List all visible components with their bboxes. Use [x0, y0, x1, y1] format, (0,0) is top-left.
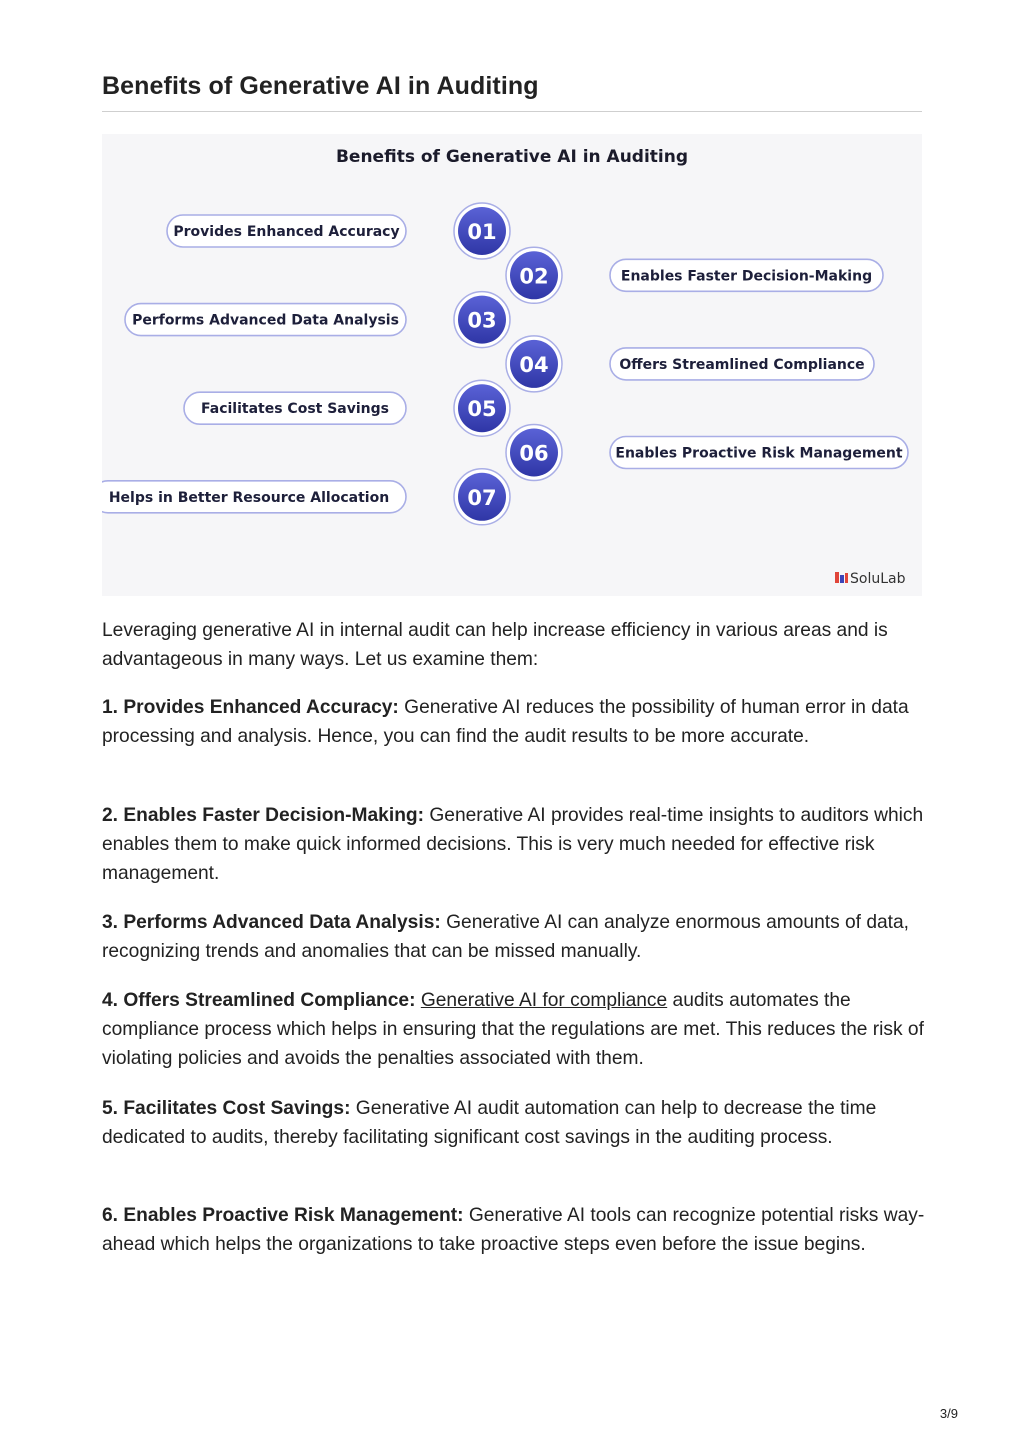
benefit-text: audits automates the compliance process which helps in ensuring that the regulations are met. This reduces the risk of violating policies and avoids the penalties associated with them. [102, 990, 924, 1069]
benefit-step-04 [506, 336, 874, 392]
number-badge-label: 06 [519, 441, 549, 466]
benefit-pill-label: Performs Advanced Data Analysis [132, 312, 399, 329]
benefit-pill-label: Enables Faster Decision-Making [620, 268, 873, 285]
number-badge-label: 07 [467, 485, 497, 510]
heading-divider [102, 111, 922, 112]
benefits-infographic [102, 134, 922, 596]
intro-text: Leveraging generative AI in internal audit can help increase efficiency in various areas and is advantageous in many ways. Let us examine them: [102, 620, 888, 670]
infographic-title: Benefits of Generative AI in Auditing [335, 147, 689, 167]
number-badge-label: 05 [467, 397, 497, 422]
compliance-link[interactable]: Generative AI for compliance [420, 990, 668, 1011]
number-badge-label: 03 [467, 308, 497, 333]
benefit-step-05 [184, 380, 510, 436]
benefit-step-07 [102, 469, 510, 525]
benefit-5 [102, 1094, 927, 1152]
benefit-title: 4. Offers Streamlined Compliance: [102, 990, 416, 1011]
benefit-title: 2. Enables Faster Decision-Making: [102, 805, 425, 826]
benefit-text: Generative AI audit automation can help to decrease the time dedicated to audits, thereby facilitating significant cost savings in the auditing process. [102, 1098, 877, 1148]
benefit-pill-label: Helps in Better Resource Allocation [108, 489, 390, 506]
benefit-4 [102, 986, 927, 1073]
brand-name: SoluLab [850, 571, 906, 587]
number-badge-label: 01 [467, 220, 497, 244]
benefit-step-02 [506, 247, 883, 303]
benefit-2 [102, 801, 927, 888]
benefit-step-03 [125, 292, 510, 348]
benefit-title: 6. Enables Proactive Risk Management: [102, 1205, 464, 1226]
benefit-text: Generative AI tools can recognize potential risks way- ahead which helps the organizations to take proactive steps even before the issue begins. [102, 1205, 925, 1255]
benefit-1 [102, 693, 927, 751]
benefit-step-06 [506, 425, 908, 481]
benefit-pill-label: Provides Enhanced Accuracy [173, 224, 400, 240]
benefit-step-01 [167, 203, 510, 259]
solulab-logo [835, 571, 906, 587]
benefit-text: Generative AI provides real-time insights to auditors which enables them to make quick informed decisions. This is very much needed for effective risk management. [102, 805, 924, 884]
intro-paragraph [102, 616, 927, 674]
benefit-pill-label: Facilitates Cost Savings [201, 401, 389, 418]
benefit-text: Generative AI can analyze enormous amounts of data, recognizing trends and anomalies that can be missed manually. [102, 912, 910, 962]
infographic-canvas [102, 134, 922, 596]
benefit-title: 5. Facilitates Cost Savings: [102, 1098, 351, 1119]
benefit-title: 1. Provides Enhanced Accuracy: [102, 697, 399, 718]
number-badge-label: 02 [519, 264, 549, 289]
benefit-title: 3. Performs Advanced Data Analysis: [102, 912, 441, 933]
benefit-6 [102, 1201, 927, 1259]
number-badge-label: 04 [519, 352, 549, 377]
benefit-3 [102, 908, 927, 966]
page-title: Benefits of Generative AI in Auditing [102, 72, 539, 100]
benefit-text: Generative AI reduces the possibility of human error in data processing and analysis. Hence, you can find the audit results to be more accurate. [102, 697, 909, 747]
page-number: 3/9 [939, 1406, 958, 1421]
benefit-pill-label: Enables Proactive Risk Management [615, 445, 903, 462]
benefit-pill-label: Offers Streamlined Compliance [619, 356, 865, 373]
